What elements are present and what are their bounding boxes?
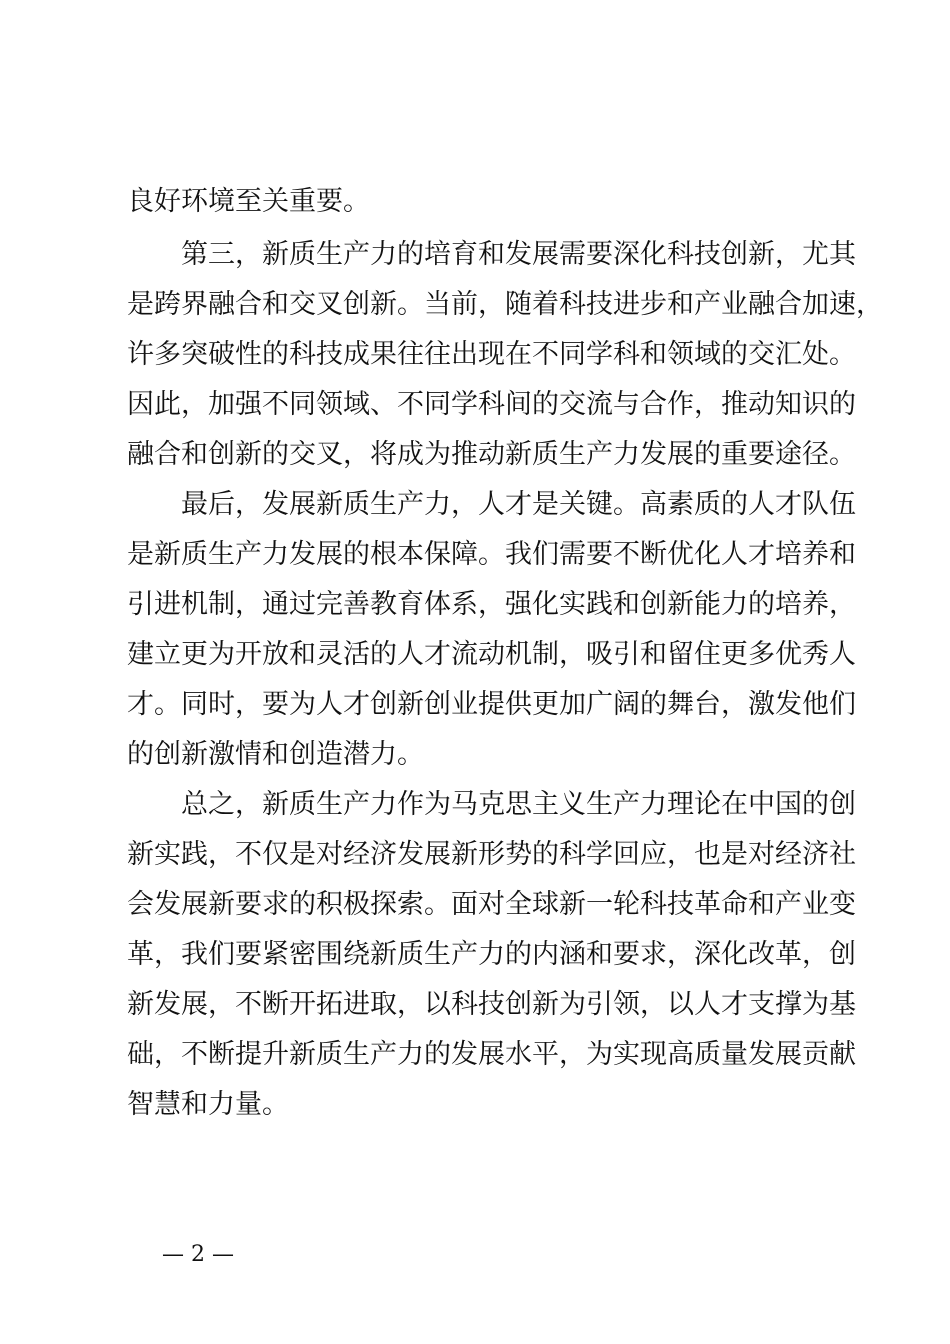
text-line: 引进机制，通过完善教育体系，强化实践和创新能力的培养， [127, 589, 856, 620]
text-line: 础，不断提升新质生产力的发展水平，为实现高质量发展贡献 [127, 1039, 856, 1070]
page-number: — 2 — [162, 1242, 234, 1267]
text-line: 融合和创新的交叉，将成为推动新质生产力发展的重要途径。 [127, 439, 856, 470]
text-line: 良好环境至关重要。 [127, 186, 370, 217]
text-line: 新实践，不仅是对经济发展新形势的科学回应，也是对经济社 [127, 839, 856, 870]
text-line: 是跨界融合和交叉创新。当前，随着科技进步和产业融合加速， [127, 289, 883, 320]
text-line: 因此，加强不同领域、不同学科间的交流与合作，推动知识的 [127, 389, 856, 420]
text-line: 许多突破性的科技成果往往出现在不同学科和领域的交汇处。 [127, 339, 856, 370]
text-line: 建立更为开放和灵活的人才流动机制，吸引和留住更多优秀人 [127, 639, 856, 670]
text-line: 的创新激情和创造潜力。 [127, 739, 424, 770]
text-line: 总之，新质生产力作为马克思主义生产力理论在中国的创 [181, 789, 856, 820]
text-line: 最后，发展新质生产力，人才是关键。高素质的人才队伍 [181, 489, 856, 520]
text-line: 才。同时，要为人才创新创业提供更加广阔的舞台，激发他们 [127, 689, 856, 720]
text-line: 是新质生产力发展的根本保障。我们需要不断优化人才培养和 [127, 539, 856, 570]
text-line: 革，我们要紧密围绕新质生产力的内涵和要求，深化改革，创 [127, 939, 856, 970]
text-line: 智慧和力量。 [127, 1089, 289, 1120]
text-line: 第三，新质生产力的培育和发展需要深化科技创新，尤其 [181, 239, 856, 270]
text-line: 会发展新要求的积极探索。面对全球新一轮科技革命和产业变 [127, 889, 856, 920]
text-line: 新发展，不断开拓进取，以科技创新为引领，以人才支撑为基 [127, 989, 856, 1020]
